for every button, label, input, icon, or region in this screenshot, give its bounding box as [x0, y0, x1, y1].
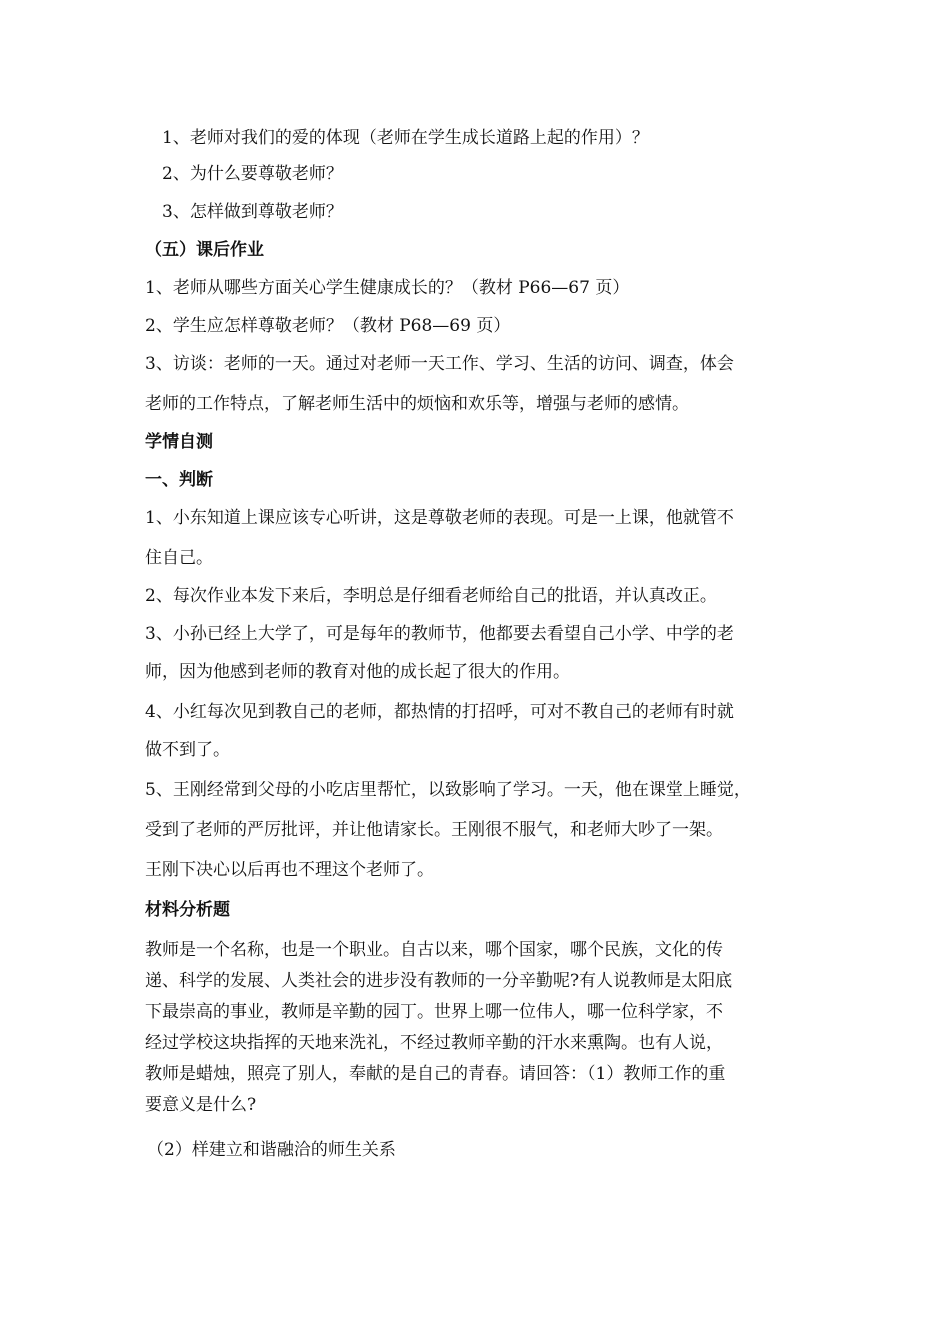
- analysis-line: 教师是蜡烛，照亮了别人，奉献的是自己的青春。请回答：（1）教师工作的重: [145, 1064, 726, 1084]
- judge-line: 1、小东知道上课应该专心听讲，这是尊敬老师的表现。可是一上课，他就管不: [145, 508, 734, 528]
- analysis-line: 要意义是什么?: [145, 1095, 257, 1115]
- homework-item-3: 3、访谈：老师的一天。通过对老师一天工作、学习、生活的访问、调查，体会: [145, 354, 734, 374]
- judge-line: 3、小孙已经上大学了，可是每年的教师节，他都要去看望自己小学、中学的老: [145, 624, 734, 644]
- self-test-heading: 学情自测: [145, 432, 213, 452]
- question-2: 2、为什么要尊敬老师？: [162, 164, 343, 184]
- homework-item-3-cont: 老师的工作特点，了解老师生活中的烦恼和欢乐等，增强与老师的感情。: [145, 394, 689, 414]
- judge-line: 王刚下决心以后再也不理这个老师了。: [145, 860, 434, 880]
- question-3: 3、怎样做到尊敬老师？: [162, 202, 343, 222]
- homework-item-1: 1、老师从哪些方面关心学生健康成长的？（教材 P66—67 页）: [145, 278, 630, 298]
- judge-line: 4、小红每次见到教自己的老师，都热情的打招呼，可对不教自己的老师有时就: [145, 702, 734, 722]
- homework-item-2: 2、学生应怎样尊敬老师？（教材 P68—69 页）: [145, 316, 511, 336]
- judge-line: 2、每次作业本发下来后，李明总是仔细看老师给自己的批语，并认真改正。: [145, 586, 717, 606]
- analysis-question-2: （2）样建立和谐融洽的师生关系: [147, 1140, 396, 1160]
- judge-line: 做不到了。: [145, 740, 230, 760]
- judge-heading: 一、判断: [145, 470, 213, 490]
- judge-line: 师，因为他感到老师的教育对他的成长起了很大的作用。: [145, 662, 570, 682]
- judge-line: 住自己。: [145, 548, 213, 568]
- judge-line: 5、王刚经常到父母的小吃店里帮忙，以致影响了学习。一天，他在课堂上睡觉，: [145, 780, 751, 800]
- analysis-line: 教师是一个名称，也是一个职业。自古以来，哪个国家，哪个民族，文化的传: [145, 940, 723, 960]
- question-1: 1、老师对我们的爱的体现（老师在学生成长道路上起的作用）？: [162, 128, 649, 148]
- analysis-line: 下最崇高的事业，教师是辛勤的园丁。世界上哪一位伟人，哪一位科学家，不: [145, 1002, 723, 1022]
- analysis-heading: 材料分析题: [145, 900, 230, 920]
- analysis-line: 递、科学的发展、人类社会的进步没有教师的一分辛勤呢?有人说教师是太阳底: [145, 971, 733, 991]
- analysis-line: 经过学校这块指挥的天地来洗礼，不经过教师辛勤的汗水来熏陶。也有人说，: [145, 1033, 723, 1053]
- judge-line: 受到了老师的严厉批评，并让他请家长。王刚很不服气，和老师大吵了一架。: [145, 820, 723, 840]
- homework-heading: （五）课后作业: [145, 240, 264, 260]
